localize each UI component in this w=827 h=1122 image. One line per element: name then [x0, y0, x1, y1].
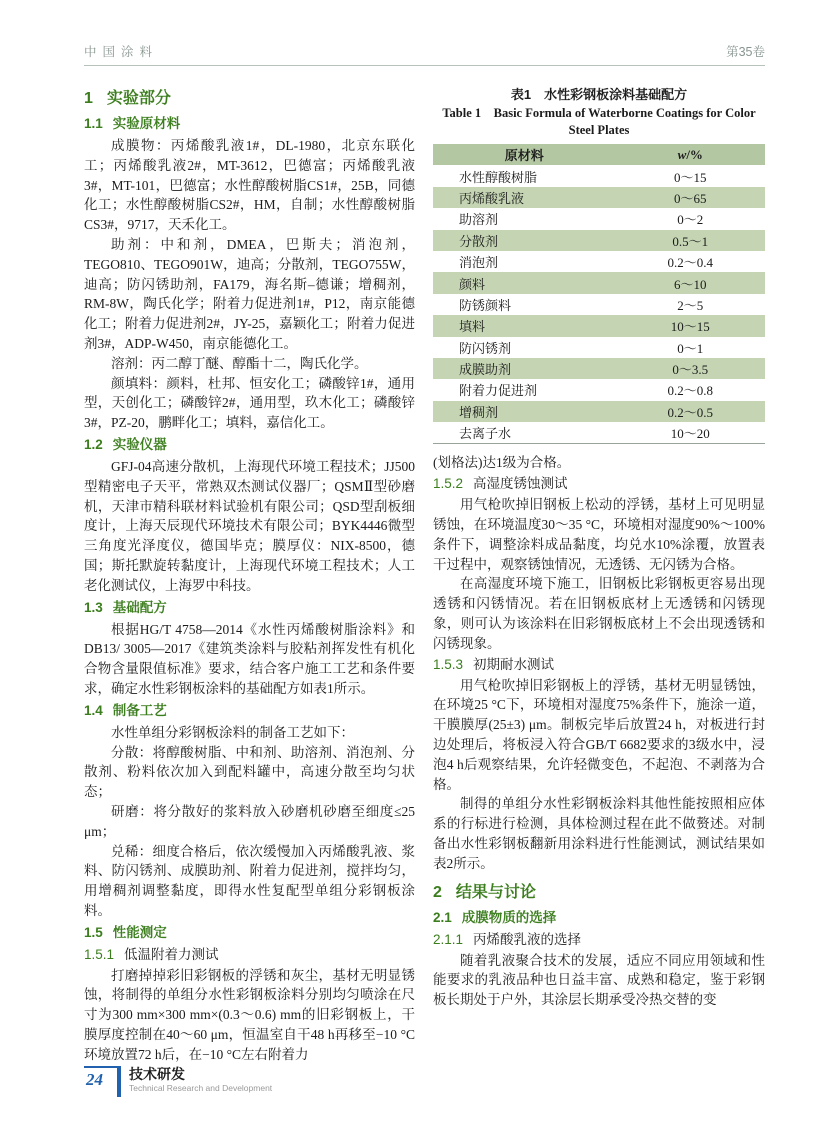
section-number: 1.5.3	[433, 656, 464, 672]
right-column	[433, 84, 765, 1010]
section-heading-1-5-2	[433, 474, 765, 494]
section-title: 成膜物质的选择	[461, 909, 557, 925]
section-number: 2.1	[433, 909, 452, 925]
section-number: 1.2	[84, 436, 103, 452]
volume-label: 第35卷	[726, 45, 765, 59]
paragraph-pigments-fillers: 颜填料：颜料，杜邦、恒安化工；磷酸锌1#，通用型，天创化工；磷酸锌2#，通用型，玖木化工；磷酸锌3#，PZ-20，鹏畔化工；填料，嘉信化工。	[84, 375, 415, 431]
table-header-mass-fraction: w/%	[677, 146, 703, 162]
table-row	[433, 379, 765, 400]
cell-material: 消泡剂	[459, 255, 499, 271]
table-row	[433, 337, 765, 358]
table-row	[433, 294, 765, 315]
paragraph-crosscut-continuation: (划格法)达1级为合格。	[433, 455, 571, 471]
section-number: 1.5.2	[433, 476, 464, 492]
section-title: 低温附着力测试	[124, 946, 219, 962]
paragraph-prep-grind: 研磨：将分散好的浆料放入砂磨机砂磨至细度≤25 μm；	[84, 803, 415, 839]
section-heading-1-3	[84, 598, 415, 618]
paragraph-solvents: 溶剂：丙二醇丁醚、醇酯十二，陶氏化学。	[111, 355, 368, 371]
cell-material: 防锈颜料	[459, 297, 512, 313]
section-number: 1.4	[84, 702, 103, 718]
paragraph-other-tests: 制得的单组分水性彩钢板涂料其他性能按照相应体系的行标进行检测，具体检测过程在此不做赘述。对制备出水性彩钢板翻新用涂料进行性能测试，测试结果如表2所示。	[433, 796, 765, 871]
cell-material: 成膜助剂	[459, 362, 512, 378]
section-heading-1-4	[84, 701, 415, 721]
section-heading-1-5-3	[433, 655, 765, 675]
section-title: 高湿度锈蚀测试	[473, 476, 568, 492]
section-heading-1-5	[84, 923, 415, 943]
journal-name: 中国涂料	[84, 45, 159, 59]
section-title: 实验仪器	[112, 436, 167, 452]
footer-section-subtitle: Technical Research and Development	[129, 1083, 273, 1093]
section-heading-1-1	[84, 114, 415, 134]
page-number: 24	[84, 1066, 117, 1090]
cell-value: 0.2～0.8	[667, 383, 714, 399]
section-number: 2.1.1	[433, 931, 464, 947]
section-number: 1.5	[84, 924, 103, 940]
section-title: 实验部分	[106, 90, 171, 107]
cell-material: 水性醇酸树脂	[459, 169, 538, 185]
table-row	[433, 315, 765, 336]
cell-value: 0.2～0.5	[667, 404, 714, 420]
table-row	[433, 187, 765, 208]
section-number: 1	[84, 90, 93, 107]
paragraph-additives: 助剂：中和剂，DMEA，巴斯夫；消泡剂，TEGO810、TEGO901W，迪高；分散剂，TEGO755W，迪高；防闪锈助剂，FA179，海名斯–德谦；增稠剂，RM-8W，陶氏化学；附着力促进剂1#，P12，南京能德化工；附着力促进剂2#，JY-25，嘉颖化工；附着力促进剂3#，ADP-W450，南京能德化工。	[84, 236, 415, 351]
section-heading-1-5-1	[84, 945, 415, 965]
table-header-material: 原材料	[504, 148, 544, 164]
section-heading-1-2	[84, 435, 415, 455]
cell-material: 防闪锈剂	[459, 340, 512, 356]
cell-value: 0～15	[674, 169, 707, 185]
cell-value: 0.2～0.4	[667, 255, 714, 271]
paragraph-prep-intro: 水性单组分彩钢板涂料的制备工艺如下：	[111, 724, 354, 740]
section-number: 2	[433, 883, 442, 901]
cell-value: 2～5	[677, 297, 704, 313]
section-title: 制备工艺	[112, 702, 167, 718]
cell-value: 0～65	[674, 190, 707, 206]
paragraph-high-humidity-2: 在高湿度环境下施工，旧钢板比彩钢板更容易出现透锈和闪锈情况。若在旧钢板底材上无透锈和闪锈现象，则可认为该涂料在旧彩钢板底材上不会出现透锈和闪锈现象。	[433, 576, 765, 651]
section-heading-1	[84, 87, 415, 110]
cell-material: 分散剂	[459, 233, 499, 249]
paragraph-base-formula: 根据HG/T 4758—2014《水性丙烯酸树脂涂料》和DB13/ 3005—2017《建筑类涂料与胶粘剂挥发性有机化合物含量限值标准》要求，结合客户施工工艺和条件要求，确定水性彩钢板涂料的基础配方如表1所示。	[84, 621, 415, 696]
section-number: 1.5.1	[84, 946, 115, 962]
table-caption-zh: 表1 水性彩钢板涂料基础配方	[510, 87, 688, 102]
cell-material: 增稠剂	[459, 404, 499, 420]
table-1-block	[433, 86, 765, 444]
cell-value: 0.5～1	[672, 233, 709, 249]
page-header	[84, 42, 765, 66]
cell-material: 丙烯酸乳液	[459, 190, 525, 206]
table-1	[433, 144, 765, 444]
table-row	[433, 208, 765, 229]
section-title: 实验原材料	[112, 116, 181, 131]
paragraph-low-temp-adhesion: 打磨掉掉彩旧彩钢板的浮锈和灰尘，基材无明显锈蚀，将制得的单组分水性彩钢板涂料分别均匀喷涂在尺寸为300 mm×300 mm×(0.3～0.6) mm的旧彩钢板上，干膜厚度控制在40～60 μm，恒温室自干48 h再移至−10 °C环境放置72 h后，在−10 °C左右附着力	[84, 967, 415, 1062]
footer-section-title: 技术研发	[129, 1066, 185, 1082]
cell-material: 附着力促进剂	[459, 383, 538, 399]
table-row	[433, 358, 765, 379]
left-column	[84, 84, 415, 1065]
section-title: 基础配方	[112, 599, 167, 615]
cell-value: 0～2	[677, 212, 704, 228]
table-header-row	[433, 144, 765, 165]
section-title: 丙烯酸乳液的选择	[473, 931, 582, 947]
cell-value: 0～1	[677, 340, 704, 356]
cell-material: 去离子水	[459, 426, 512, 442]
section-heading-2-1	[433, 908, 765, 928]
paragraph-instruments: GFJ-04高速分散机，上海现代环境工程技术；JJ500型精密电子天平，常熟双杰测试仪器厂；QSMⅡ型砂磨机，天津市精科联材料试验机有限公司；QSD型刮板细度计，上海天辰现代环境技术有限公司；BYK4446微型三角度光泽度仪，德国毕克；膜厚仪：NIX-8500，德国；斯托默旋转黏度计，上海现代环境工程技术；人工老化测试仪，上海罗中科技。	[84, 458, 415, 593]
section-title: 结果与讨论	[455, 883, 536, 901]
section-heading-2-1-1	[433, 930, 765, 950]
table-row	[433, 401, 765, 422]
cell-value: 10～20	[670, 426, 710, 442]
cell-value: 6～10	[674, 276, 707, 292]
cell-material: 助溶剂	[459, 212, 499, 228]
table-row	[433, 251, 765, 272]
paragraph-initial-water: 用气枪吹掉旧彩钢板上的浮锈，基材无明显锈蚀，在环境25 °C下，环境相对湿度75%条件下，施涂一道，干膜膜厚(25±3) μm。制板完毕后放置24 h，对板进行封边处理后，将板浸入符合GB/T 6682要求的3级水中，浸泡4 h后观察结果，允许轻微变色，不起泡、不剥落为合格。	[433, 677, 765, 792]
table-caption-en: Table 1 Basic Formula of Waterborne Coatings for Color Steel Plates	[442, 106, 756, 137]
paragraph-prep-dilute: 兑稀：细度合格后，依次缓慢加入丙烯酸乳液、浆料、防闪锈剂、成膜助剂、附着力促进剂，搅拌均匀，用增稠剂调整黏度，即得水性复配型单组分彩钢板涂料。	[84, 843, 415, 918]
cell-value: 0～3.5	[672, 362, 709, 378]
footer-section	[129, 1066, 272, 1094]
table-row	[433, 422, 765, 444]
paragraph-emulsion-selection: 随着乳液聚合技术的发展，适应不同应用领域和性能要求的乳液品种也日益丰富、成熟和稳定，鉴于彩钢板长期处于户外，其涂层长期承受冷热交替的变	[433, 952, 765, 1008]
section-title: 初期耐水测试	[473, 656, 555, 672]
footer-divider-bar	[117, 1066, 121, 1097]
section-number: 1.1	[84, 116, 103, 131]
section-heading-2	[433, 881, 765, 904]
paragraph-film-formers: 成膜物：丙烯酸乳液1#，DL-1980，北京东联化工；丙烯酸乳液2#，MT-3612，巴德富；丙烯酸乳液3#，MT-101，巴德富；水性醇酸树脂CS1#，25B，同德化工；水性醇酸树脂CS2#，HM，自制；水性醇酸树脂CS3#，9717，天禾化工。	[84, 138, 415, 233]
paragraph-high-humidity-1: 用气枪吹掉旧钢板上松动的浮锈，基材上可见明显锈蚀，在环境温度30～35 °C，环境相对湿度90%～100%条件下，调整涂料成品黏度，均兑水10%涂覆，放置表干过程中，观察锈蚀情况，无透锈、无闪锈为合格。	[433, 497, 765, 572]
page-footer	[84, 1066, 272, 1097]
cell-value: 10～15	[670, 319, 710, 335]
paragraph-prep-disperse: 分散：将醇酸树脂、中和剂、助溶剂、消泡剂、分散剂、粉料依次加入到配料罐中，高速分散至均匀状态；	[84, 744, 415, 800]
cell-material: 颜料	[459, 276, 486, 292]
table-row	[433, 272, 765, 293]
table-row	[433, 165, 765, 186]
table-row	[433, 230, 765, 251]
cell-material: 填料	[459, 319, 486, 335]
section-number: 1.3	[84, 599, 103, 615]
section-title: 性能测定	[112, 924, 167, 940]
